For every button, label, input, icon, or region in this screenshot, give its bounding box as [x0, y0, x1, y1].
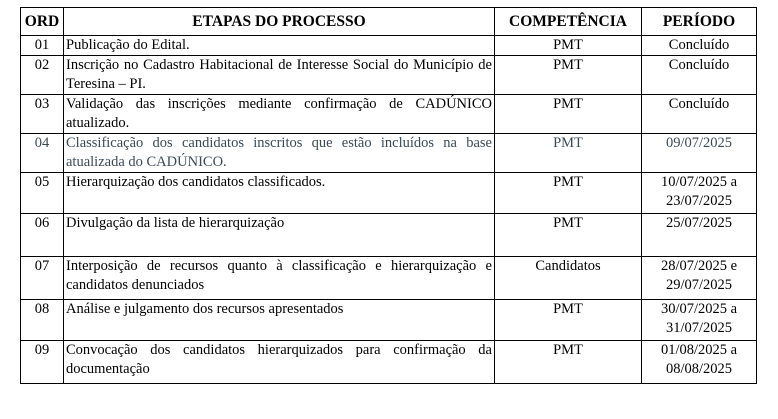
row-ord: 06 [21, 214, 64, 257]
row-competence: PMT [495, 341, 642, 384]
table-row [21, 36, 757, 56]
row-stage: Validação das inscrições mediante confirmação de CADÚNICO atualizado. [64, 95, 495, 134]
row-stage: Publicação do Edital. [64, 36, 495, 56]
row-stage: Divulgação da lista de hierarquização [64, 214, 495, 257]
row-stage: Convocação dos candidatos hierarquizados para confirmação da documentação [64, 341, 495, 384]
row-ord: 09 [21, 341, 64, 384]
header-competence: COMPETÊNCIA [495, 8, 642, 36]
header-period: PERÍODO [642, 8, 757, 36]
row-period: 30/07/2025 a 31/07/2025 [642, 300, 757, 341]
row-competence: PMT [495, 300, 642, 341]
row-stage: Hierarquização dos candidatos classificados. [64, 173, 495, 214]
table-row [21, 134, 757, 173]
row-ord: 04 [21, 134, 64, 173]
table-row [21, 95, 757, 134]
row-period: 10/07/2025 a 23/07/2025 [642, 173, 757, 214]
header-stage: ETAPAS DO PROCESSO [64, 8, 495, 36]
row-period: 09/07/2025 [642, 134, 757, 173]
row-period: 25/07/2025 [642, 214, 757, 257]
row-competence: PMT [495, 173, 642, 214]
row-ord: 05 [21, 173, 64, 214]
row-competence: Candidatos [495, 257, 642, 300]
row-competence: PMT [495, 36, 642, 56]
header-ord: ORD [21, 8, 64, 36]
row-ord: 03 [21, 95, 64, 134]
table-row [21, 300, 757, 341]
table-row [21, 214, 757, 257]
table-header-row [21, 8, 757, 36]
row-stage: Classificação dos candidatos inscritos que estão incluídos na base atualizada do CADÚNICO. [64, 134, 495, 173]
row-period: 28/07/2025 e 29/07/2025 [642, 257, 757, 300]
row-stage: Inscrição no Cadastro Habitacional de Interesse Social do Município de Teresina – PI. [64, 56, 495, 95]
table-row [21, 341, 757, 384]
row-stage: Análise e julgamento dos recursos apresentados [64, 300, 495, 341]
row-competence: PMT [495, 95, 642, 134]
row-period: Concluído [642, 95, 757, 134]
row-competence: PMT [495, 56, 642, 95]
table-row [21, 56, 757, 95]
process-schedule-table [20, 7, 757, 384]
row-period: 01/08/2025 a 08/08/2025 [642, 341, 757, 384]
row-ord: 08 [21, 300, 64, 341]
row-stage: Interposição de recursos quanto à classificação e hierarquização e candidatos denunciados [64, 257, 495, 300]
row-ord: 02 [21, 56, 64, 95]
row-ord: 07 [21, 257, 64, 300]
table-row [21, 173, 757, 214]
table-row [21, 257, 757, 300]
row-competence: PMT [495, 134, 642, 173]
row-period: Concluído [642, 56, 757, 95]
row-period: Concluído [642, 36, 757, 56]
row-competence: PMT [495, 214, 642, 257]
row-ord: 01 [21, 36, 64, 56]
